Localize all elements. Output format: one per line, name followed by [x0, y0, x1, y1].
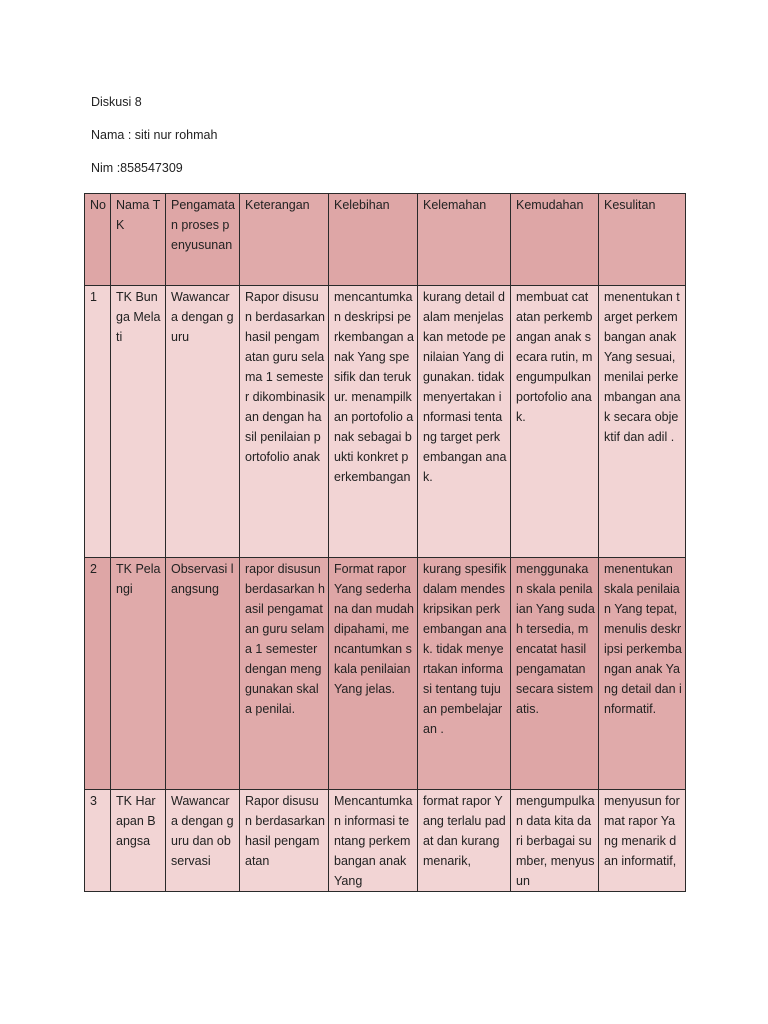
header-cell-keterangan: Keterangan	[240, 194, 329, 286]
kemudahan-cell: membuat catatan perkembangan anak secara rutin, mengumpulkan portofolio anak.	[511, 286, 599, 558]
header-cell-kemudahan: Kemudahan	[511, 194, 599, 286]
row-number-cell: 1	[85, 286, 111, 558]
table-row	[85, 558, 686, 790]
report-analysis-table	[84, 193, 686, 892]
header-cell-kesulitan: Kesulitan	[599, 194, 686, 286]
header-cell-no: No	[85, 194, 111, 286]
table-row	[85, 790, 686, 892]
keterangan-cell: Rapor disusun berdasarkan hasil pengamatan	[240, 790, 329, 892]
kelebihan-cell: mencantumkan deskripsi perkembangan anak Yang spesifik dan terukur. menampilkan portofolio anak sebagai bukti konkret perkembangan	[329, 286, 418, 558]
kesulitan-cell: menyusun format rapor Yang menarik dan informatif,	[599, 790, 686, 892]
header-cell-kelemahan: Kelemahan	[418, 194, 511, 286]
nama-tk-cell: TK Bunga Melati	[111, 286, 166, 558]
kelebihan-cell: Mencantumkan informasi tentang perkembangan anak Yang	[329, 790, 418, 892]
row-number-cell: 2	[85, 558, 111, 790]
keterangan-cell: rapor disusun berdasarkan hasil pengamatan guru selama 1 semester dengan menggunakan skala penilai.	[240, 558, 329, 790]
header-cell-kelebihan: Kelebihan	[329, 194, 418, 286]
header-cell-pengamatan: Pengamatan proses penyusunan	[166, 194, 240, 286]
kelemahan-cell: format rapor Yang terlalu padat dan kurang menarik,	[418, 790, 511, 892]
nama-tk-cell: TK Harapan Bangsa	[111, 790, 166, 892]
student-nim-line: Nim :858547309	[91, 161, 183, 175]
pengamatan-cell: Wawancara dengan guru dan observasi	[166, 790, 240, 892]
pengamatan-cell: Wawancara dengan guru	[166, 286, 240, 558]
pengamatan-cell: Observasi langsung	[166, 558, 240, 790]
document-title: Diskusi 8	[91, 95, 142, 109]
kesulitan-cell: menentukan skala penilaian Yang tepat, menulis deskripsi perkembangan anak Yang detail dan informatif.	[599, 558, 686, 790]
table-row	[85, 286, 686, 558]
row-number-cell: 3	[85, 790, 111, 892]
keterangan-cell: Rapor disusun berdasarkan hasil pengamatan guru selama 1 semester dikombinasikan dengan hasil penilaian portofolio anak	[240, 286, 329, 558]
kesulitan-cell: menentukan target perkembangan anak Yang sesuai, menilai perkembangan anak secara objektif dan adil .	[599, 286, 686, 558]
header-cell-nama-tk: Nama TK	[111, 194, 166, 286]
kemudahan-cell: mengumpulkan data kita dari berbagai sumber, menyusun	[511, 790, 599, 892]
kelebihan-cell: Format rapor Yang sederhana dan mudah dipahami, mencantumkan skala penilaian Yang jelas.	[329, 558, 418, 790]
kelemahan-cell: kurang spesifik dalam mendeskripsikan perkembangan anak. tidak menyertakan informasi tentang tujuan pembelajaran .	[418, 558, 511, 790]
student-name-line: Nama : siti nur rohmah	[91, 128, 218, 142]
nama-tk-cell: TK Pelangi	[111, 558, 166, 790]
table-header-row	[85, 194, 686, 286]
kemudahan-cell: menggunakan skala penilaian Yang sudah tersedia, mencatat hasil pengamatan secara sistematis.	[511, 558, 599, 790]
kelemahan-cell: kurang detail dalam menjelaskan metode penilaian Yang digunakan. tidak menyertakan informasi tentang target perkembangan anak.	[418, 286, 511, 558]
